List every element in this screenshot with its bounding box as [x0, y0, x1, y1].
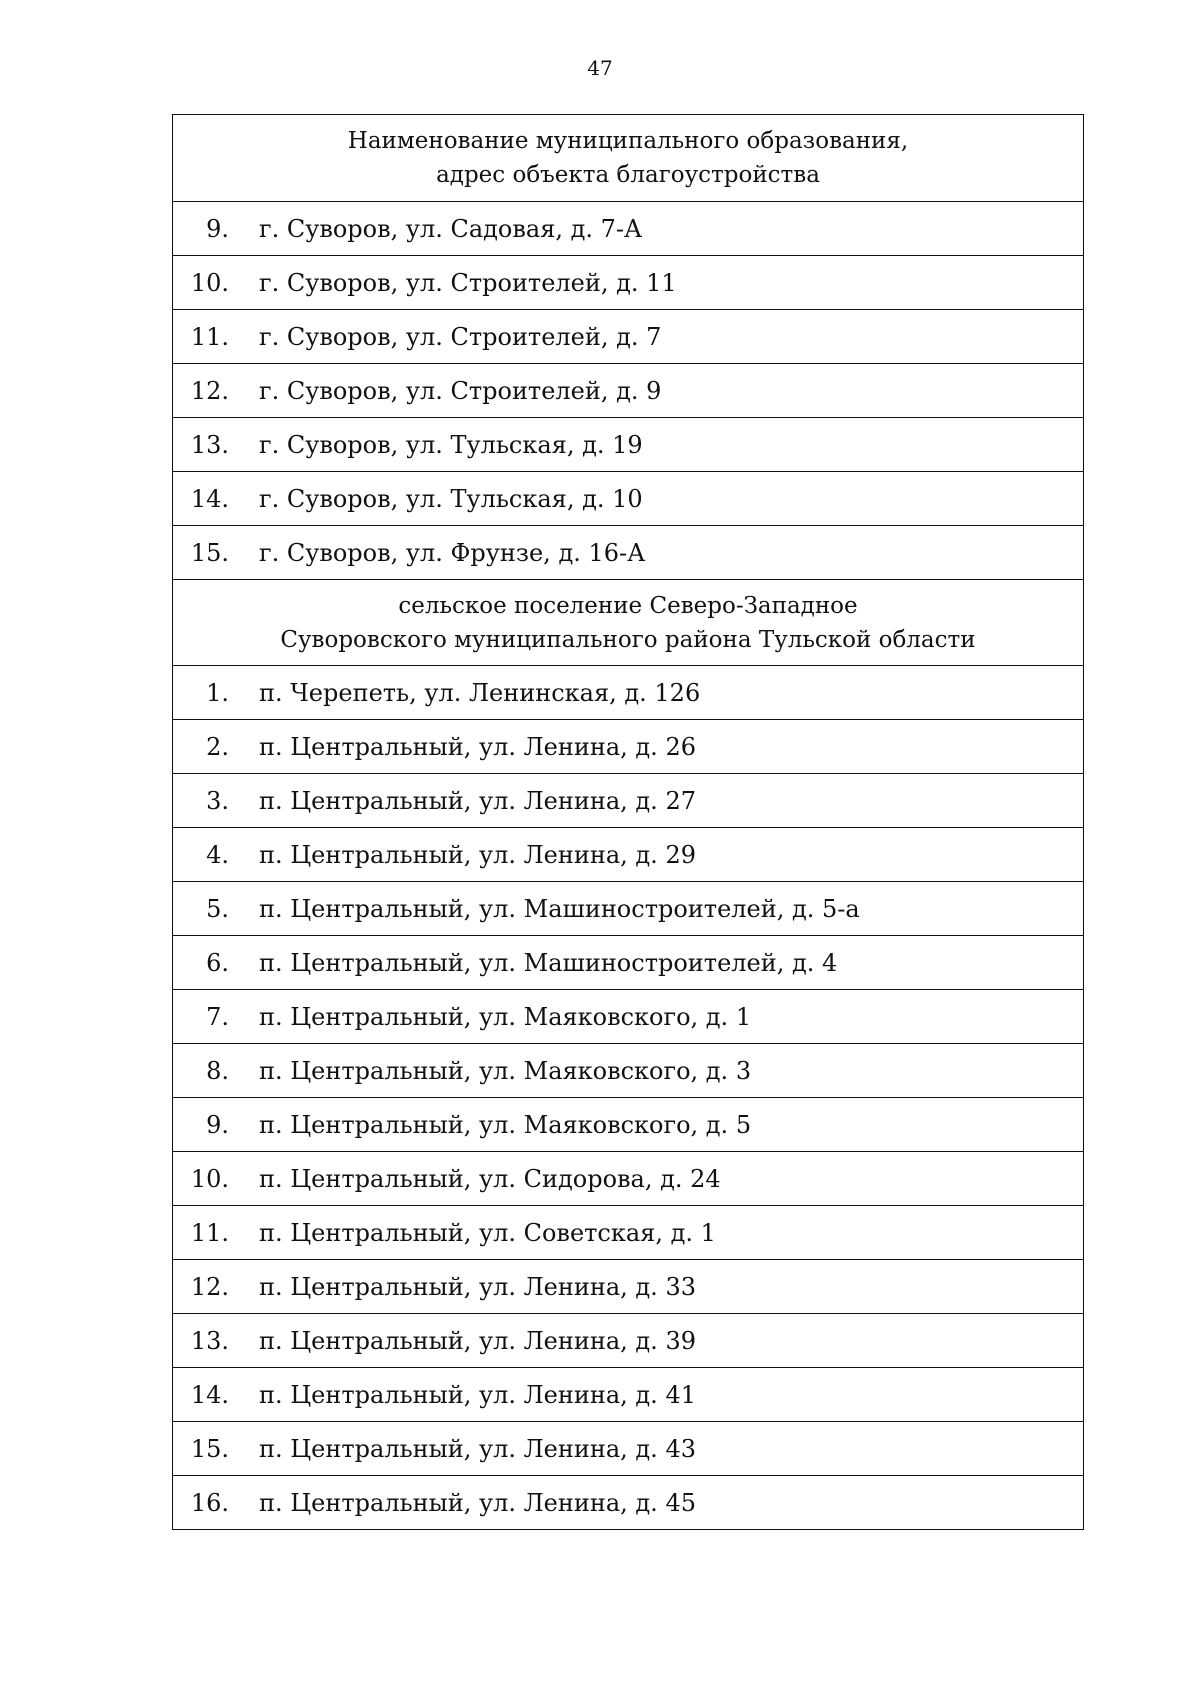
row-number: 12. — [190, 1273, 229, 1302]
section-header-line-1: сельское поселение Северо-Западное — [398, 592, 858, 619]
table-header-line-1: Наименование муниципального образования, — [347, 128, 909, 154]
section-header-line-2: Суворовского муниципального района Тульской области — [280, 626, 976, 653]
row-number: 13. — [190, 1327, 229, 1356]
row-address: г. Суворов, ул. Строителей, д. 11 — [259, 269, 677, 298]
table-row — [173, 1098, 1084, 1152]
table-cell — [173, 666, 1084, 720]
row-number: 10. — [190, 269, 229, 298]
table-row — [173, 666, 1084, 720]
row-address: г. Суворов, ул. Садовая, д. 7-А — [259, 215, 643, 244]
table-cell — [173, 202, 1084, 256]
table-cell — [173, 1206, 1084, 1260]
table-row — [173, 720, 1084, 774]
row-number: 9. — [206, 1111, 229, 1140]
row-number: 14. — [190, 1381, 229, 1410]
table-row — [173, 1044, 1084, 1098]
row-address: п. Центральный, ул. Ленина, д. 26 — [259, 733, 696, 762]
table-header-line-2: адрес объекта благоустройства — [436, 162, 820, 188]
address-table-body — [173, 115, 1084, 1530]
table-row — [173, 256, 1084, 310]
table-row — [173, 882, 1084, 936]
row-number: 3. — [206, 787, 229, 816]
table-cell — [173, 828, 1084, 882]
table-header-cell — [173, 115, 1084, 202]
row-number: 5. — [206, 895, 229, 924]
table-row — [173, 936, 1084, 990]
table-cell — [173, 882, 1084, 936]
table-cell — [173, 774, 1084, 828]
table-cell — [173, 1152, 1084, 1206]
table-header-row — [173, 115, 1084, 202]
table-cell — [173, 1422, 1084, 1476]
table-row — [173, 774, 1084, 828]
row-number: 15. — [190, 539, 229, 568]
row-address: п. Центральный, ул. Сидорова, д. 24 — [259, 1165, 721, 1194]
table-cell — [173, 364, 1084, 418]
row-address: п. Центральный, ул. Маяковского, д. 1 — [259, 1003, 752, 1032]
table-row — [173, 364, 1084, 418]
row-address: г. Суворов, ул. Тульская, д. 19 — [259, 431, 643, 460]
table-row — [173, 1422, 1084, 1476]
table-cell — [173, 1314, 1084, 1368]
row-address: п. Центральный, ул. Ленина, д. 29 — [259, 841, 696, 870]
table-cell — [173, 720, 1084, 774]
section-header-cell — [173, 580, 1084, 666]
row-number: 14. — [190, 485, 229, 514]
section-header-row — [173, 580, 1084, 666]
row-number: 6. — [206, 949, 229, 978]
row-address: п. Центральный, ул. Машиностроителей, д. 4 — [259, 949, 838, 978]
table-row — [173, 1152, 1084, 1206]
row-address: п. Центральный, ул. Ленина, д. 41 — [259, 1381, 696, 1410]
table-cell — [173, 990, 1084, 1044]
table-row — [173, 1206, 1084, 1260]
row-number: 10. — [190, 1165, 229, 1194]
table-row — [173, 828, 1084, 882]
row-number: 15. — [190, 1435, 229, 1464]
row-number: 1. — [206, 679, 229, 708]
table-row — [173, 1476, 1084, 1530]
table-row — [173, 202, 1084, 256]
row-number: 8. — [206, 1057, 229, 1086]
table-row — [173, 1314, 1084, 1368]
row-number: 12. — [190, 377, 229, 406]
row-number: 9. — [206, 215, 229, 244]
row-address: п. Центральный, ул. Ленина, д. 27 — [259, 787, 696, 816]
row-address: п. Черепеть, ул. Ленинская, д. 126 — [259, 679, 701, 708]
table-row — [173, 1368, 1084, 1422]
row-address: п. Центральный, ул. Советская, д. 1 — [259, 1219, 716, 1248]
row-number: 11. — [190, 323, 229, 352]
row-address: г. Суворов, ул. Тульская, д. 10 — [259, 485, 643, 514]
table-cell — [173, 472, 1084, 526]
row-address: п. Центральный, ул. Ленина, д. 45 — [259, 1489, 696, 1518]
table-cell — [173, 310, 1084, 364]
table-row — [173, 526, 1084, 580]
table-row — [173, 1260, 1084, 1314]
table-cell — [173, 418, 1084, 472]
table-cell — [173, 1098, 1084, 1152]
table-cell — [173, 1476, 1084, 1530]
row-address: п. Центральный, ул. Машиностроителей, д. 5-а — [259, 895, 860, 924]
row-number: 2. — [206, 733, 229, 762]
table-cell — [173, 256, 1084, 310]
table-cell — [173, 526, 1084, 580]
row-address: п. Центральный, ул. Ленина, д. 33 — [259, 1273, 696, 1302]
table-cell — [173, 1260, 1084, 1314]
row-number: 13. — [190, 431, 229, 460]
row-address: г. Суворов, ул. Фрунзе, д. 16-А — [259, 539, 646, 568]
table-cell — [173, 936, 1084, 990]
row-address: п. Центральный, ул. Маяковского, д. 5 — [259, 1111, 752, 1140]
table-row — [173, 310, 1084, 364]
row-number: 11. — [190, 1219, 229, 1248]
table-row — [173, 418, 1084, 472]
address-table — [172, 114, 1084, 1530]
row-number: 4. — [206, 841, 229, 870]
row-address: п. Центральный, ул. Ленина, д. 39 — [259, 1327, 696, 1356]
page-number: 47 — [587, 56, 613, 80]
row-address: г. Суворов, ул. Строителей, д. 9 — [259, 377, 662, 406]
row-address: г. Суворов, ул. Строителей, д. 7 — [259, 323, 662, 352]
table-row — [173, 472, 1084, 526]
row-address: п. Центральный, ул. Ленина, д. 43 — [259, 1435, 696, 1464]
table-cell — [173, 1044, 1084, 1098]
row-number: 16. — [190, 1489, 229, 1518]
row-number: 7. — [206, 1003, 229, 1032]
table-cell — [173, 1368, 1084, 1422]
table-row — [173, 990, 1084, 1044]
row-address: п. Центральный, ул. Маяковского, д. 3 — [259, 1057, 752, 1086]
